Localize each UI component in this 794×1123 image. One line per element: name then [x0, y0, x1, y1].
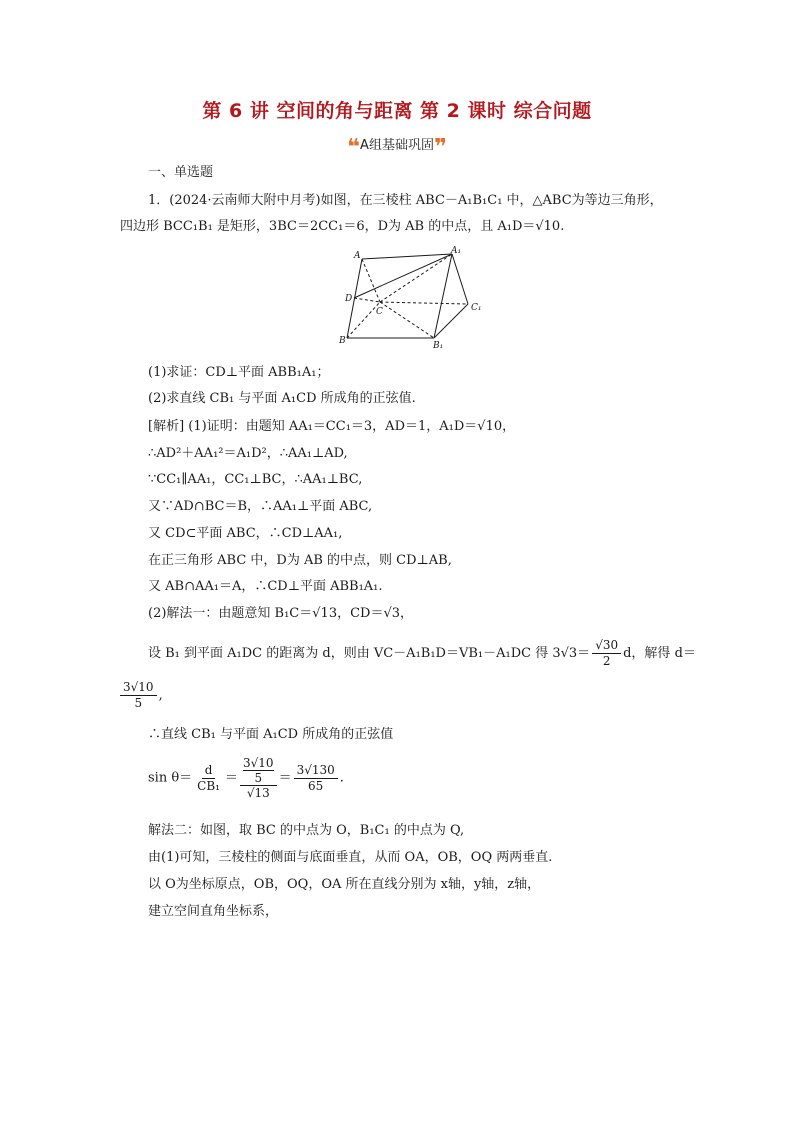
fraction-d-value	[120, 680, 157, 711]
solution-line-3: ∵CC₁∥AA₁，CC₁⊥BC，∴AA₁⊥BC,	[148, 472, 363, 487]
solution-line-6: 在正三角形 ABC 中，D为 AB 的中点，则 CD⊥AB,	[148, 553, 452, 568]
solution-line-9	[148, 636, 696, 672]
fraction-sqrt30-over-2	[592, 638, 621, 669]
solution-line-13: 由(1)可知，三棱柱的侧面与底面垂直，从而 OA，OB，OQ 两两垂直.	[148, 850, 553, 865]
close-quote-icon: ❞	[433, 135, 447, 160]
label-b: B	[339, 336, 346, 346]
question-2: (2)求直线 CB₁ 与平面 A₁CD 所成角的正弦值.	[148, 391, 416, 406]
open-quote-icon: ❝	[347, 135, 361, 160]
problem-line-1: 1．(2024·云南师大附中月考)如图，在三棱柱 ABC－A₁B₁C₁ 中，△ABC为等边三角形，	[148, 193, 663, 208]
solution-line-11: ∴直线 CB₁ 与平面 A₁CD 所成角的正弦值	[148, 727, 394, 742]
edge-c1-b1	[434, 304, 468, 338]
solution-line-2: ∴AD²＋AA₁²＝A₁D²，∴AA₁⊥AD,	[148, 446, 348, 461]
problem-line-2: 四边形 BCC₁B₁ 是矩形，3BC＝2CC₁＝6，D为 AB 的中点，且 A₁D＝√10.	[120, 219, 565, 234]
page-title: 第 6 讲 空间的角与距离 第 2 课时 综合问题	[202, 100, 592, 122]
compound-denominator: √13	[246, 786, 270, 800]
edge-a-a1	[362, 254, 452, 259]
inner-denominator: 5	[254, 771, 263, 785]
fraction-numerator: √30	[592, 638, 621, 654]
question-1: (1)求证：CD⊥平面 ABB₁A₁；	[148, 365, 330, 380]
fraction-result	[294, 763, 338, 794]
label-d: D	[345, 294, 353, 304]
inner-numerator: 3√10	[243, 756, 274, 770]
fraction-numerator: d	[202, 763, 216, 779]
group-badge	[0, 134, 794, 160]
solution-line-12: 解法二：如图，取 BC 的中点为 O，B₁C₁ 的中点为 Q,	[148, 823, 465, 838]
solution-line-10: $\frac{3√10}{5}$ ,	[118, 680, 163, 711]
distance-text-tail: d，解得 d＝	[623, 646, 696, 661]
hidden-segment-d-c	[354, 298, 380, 302]
edge-a1-c1	[452, 254, 468, 304]
fraction-denominator: 2	[602, 654, 611, 668]
prism-figure	[330, 244, 490, 350]
label-b1: B₁	[433, 341, 444, 350]
solution-line-1: [解析] (1)证明：由题知 AA₁＝CC₁＝3，AD＝1，A₁D＝√10，	[148, 419, 516, 434]
compound-fraction	[240, 756, 277, 801]
hidden-edge-a-c	[362, 259, 380, 302]
label-c1: C₁	[471, 303, 482, 313]
distance-text: 设 B₁ 到平面 A₁DC 的距离为 d，则由 VC－A₁B₁D＝VB₁－A₁DC 得 3√3＝	[148, 646, 591, 661]
solution-line-5: 又 CD⊂平面 ABC，∴CD⊥AA₁,	[148, 526, 343, 541]
hidden-edge-c-c1	[380, 302, 468, 304]
compound-numerator	[240, 756, 277, 786]
fraction-d-over-cb1	[194, 763, 223, 794]
fraction-denominator: CB₁	[197, 779, 220, 793]
fraction-denominator: 5	[134, 696, 143, 710]
sine-formula: sin θ＝ $\frac{d}{\text{CB₁}}$ ＝ $\frac{\frac{3√10}{5}}{√13}$ ＝ $\frac{3√130}{65}$ .	[148, 756, 344, 800]
sine-prefix: sin θ＝	[148, 770, 193, 786]
hidden-segment-c-b1	[380, 302, 434, 338]
solution-line-15: 建立空间直角坐标系，	[148, 904, 279, 919]
solution-line-4: 又∵AD∩BC＝B，∴AA₁⊥平面 ABC,	[148, 499, 373, 514]
edge-a1-b1	[434, 254, 452, 338]
solution-line-8: (2)解法一：由题意知 B₁C＝√13，CD＝√3，	[148, 606, 414, 621]
fraction-denominator: 65	[308, 779, 324, 793]
label-c: C	[376, 307, 383, 317]
group-badge-label: A组基础巩固	[360, 138, 434, 153]
solution-line-14: 以 O为坐标原点，OB，OQ，OA 所在直线分别为 x轴，y轴，z轴，	[148, 877, 541, 892]
fraction-numerator: 3√130	[294, 763, 338, 779]
section-heading: 一、单选题	[148, 165, 214, 180]
solution-line-7: 又 AB∩AA₁＝A，∴CD⊥平面 ABB₁A₁.	[148, 579, 383, 594]
hidden-segment-c-a1	[380, 254, 452, 302]
label-a1: A₁	[451, 246, 462, 256]
label-a: A	[354, 251, 361, 261]
fraction-numerator: 3√10	[120, 680, 157, 696]
